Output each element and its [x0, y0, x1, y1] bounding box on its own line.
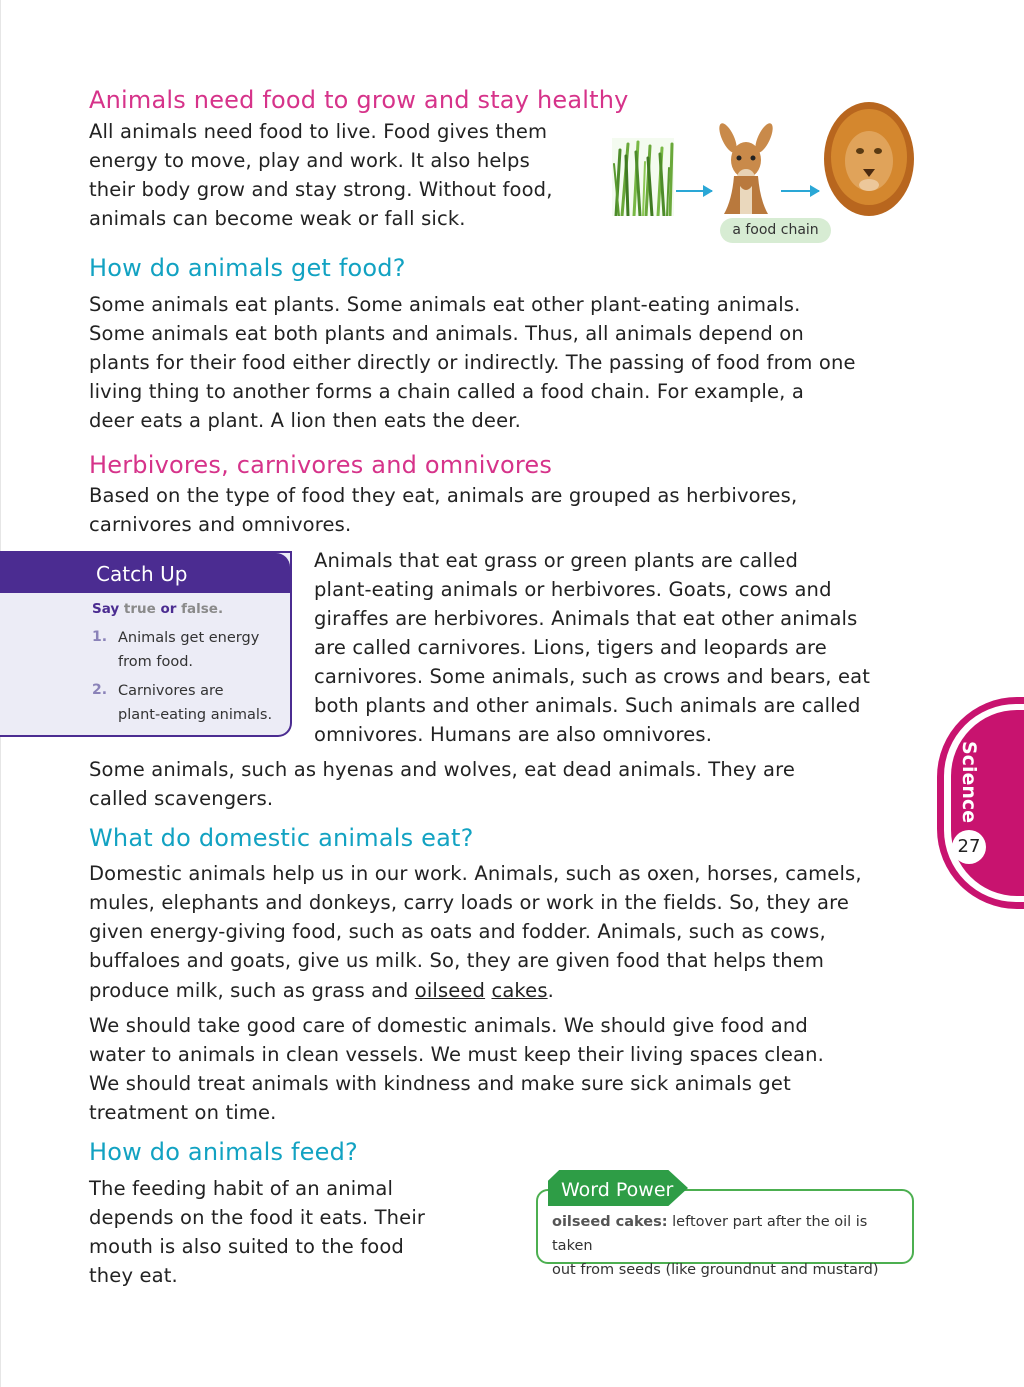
text-line: both plants and other animals. Such animals are called: [314, 694, 861, 717]
grass-image: [612, 138, 674, 216]
text-line: plants for their food either directly or indirectly. The passing of food from one: [89, 351, 856, 374]
question-text: Animals get energy: [118, 630, 260, 646]
true-word: true: [123, 601, 156, 617]
text-line: they eat.: [89, 1264, 178, 1287]
word-power-term: oilseed cakes:: [552, 1214, 668, 1230]
false-word: false.: [181, 601, 224, 617]
text-line: living thing to another forms a chain called a food chain. For example, a: [89, 380, 804, 403]
word-power-title: Word Power: [561, 1179, 674, 1201]
text-segment: .: [547, 979, 554, 1002]
text-line: Some animals eat plants. Some animals eat other plant-eating animals.: [89, 293, 801, 316]
underlined-word: cakes: [491, 979, 548, 1002]
lion-image: [823, 99, 915, 217]
question-number: 2.: [92, 682, 108, 698]
text-line: energy to move, play and work. It also helps: [89, 149, 530, 172]
underlined-word: oilseed: [414, 979, 486, 1002]
text-line: water to animals in clean vessels. We must keep their living spaces clean.: [89, 1043, 824, 1066]
heading-herbivores: Herbivores, carnivores and omnivores: [89, 451, 553, 479]
arrow-icon: [781, 190, 819, 192]
text-line: deer eats a plant. A lion then eats the deer.: [89, 409, 521, 432]
text-line: plant-eating animals or herbivores. Goats, cows and: [314, 578, 832, 601]
definition-text: leftover part after the oil is taken: [552, 1214, 868, 1254]
text-line: omnivores. Humans are also omnivores.: [314, 723, 713, 746]
word-power-definition: [552, 1210, 912, 1282]
question-text: Carnivores are: [118, 683, 224, 699]
deer-image: [714, 120, 778, 214]
food-chain-caption: a food chain: [720, 218, 831, 243]
page-number: 27: [952, 830, 986, 864]
question-text: plant-eating animals.: [118, 707, 273, 723]
text-line: carnivores. Some animals, such as crows and bears, eat: [314, 665, 871, 688]
question-text: from food.: [118, 654, 194, 670]
text-line: Some animals, such as hyenas and wolves, eat dead animals. They are: [89, 758, 796, 781]
heading-domestic-animals: What do domestic animals eat?: [89, 824, 474, 852]
text-line: buffaloes and goats, give us milk. So, they are given food that helps them: [89, 949, 825, 972]
text-line: We should treat animals with kindness and make sure sick animals get: [89, 1072, 791, 1095]
text-segment: produce milk, such as grass and: [89, 979, 415, 1002]
text-line: depends on the food it eats. Their: [89, 1206, 426, 1229]
text-line: All animals need food to live. Food gives them: [89, 120, 548, 143]
text-line: Animals that eat grass or green plants are called: [314, 549, 799, 572]
text-line: treatment on time.: [89, 1101, 277, 1124]
text-line: mules, elephants and donkeys, carry loads or work in the fields. So, they are: [89, 891, 850, 914]
text-line: [89, 976, 554, 1005]
text-line: are called carnivores. Lions, tigers and leopards are: [314, 636, 827, 659]
text-line: animals can become weak or fall sick.: [89, 207, 466, 230]
catch-up-title: Catch Up: [96, 562, 188, 586]
definition-text: out from seeds (like groundnut and mustard): [552, 1262, 879, 1278]
text-line: given energy-giving food, such as oats and fodder. Animals, such as cows,: [89, 920, 826, 943]
heading-how-feed: How do animals feed?: [89, 1138, 358, 1166]
text-line: their body grow and stay strong. Without food,: [89, 178, 553, 201]
say-word: Say: [92, 601, 120, 617]
text-line: Some animals eat both plants and animals. Thus, all animals depend on: [89, 322, 804, 345]
heading-food-to-grow: Animals need food to grow and stay healthy: [89, 86, 629, 114]
text-line: called scavengers.: [89, 787, 274, 810]
question-number: 1.: [92, 629, 108, 645]
arrow-icon: [676, 190, 712, 192]
subject-label: Science: [958, 741, 980, 824]
catch-up-box: [0, 551, 292, 737]
text-line: The feeding habit of an animal: [89, 1177, 394, 1200]
text-line: Based on the type of food they eat, animals are grouped as herbivores,: [89, 484, 798, 507]
text-line: Domestic animals help us in our work. Animals, such as oxen, horses, camels,: [89, 862, 862, 885]
text-line: giraffes are herbivores. Animals that eat other animals: [314, 607, 858, 630]
catch-up-instruction: [92, 601, 223, 617]
or-word: or: [160, 601, 177, 617]
catch-up-header: [0, 553, 290, 593]
heading-get-food: How do animals get food?: [89, 254, 406, 282]
text-line: We should take good care of domestic animals. We should give food and: [89, 1014, 808, 1037]
text-line: carnivores and omnivores.: [89, 513, 352, 536]
text-line: mouth is also suited to the food: [89, 1235, 404, 1258]
